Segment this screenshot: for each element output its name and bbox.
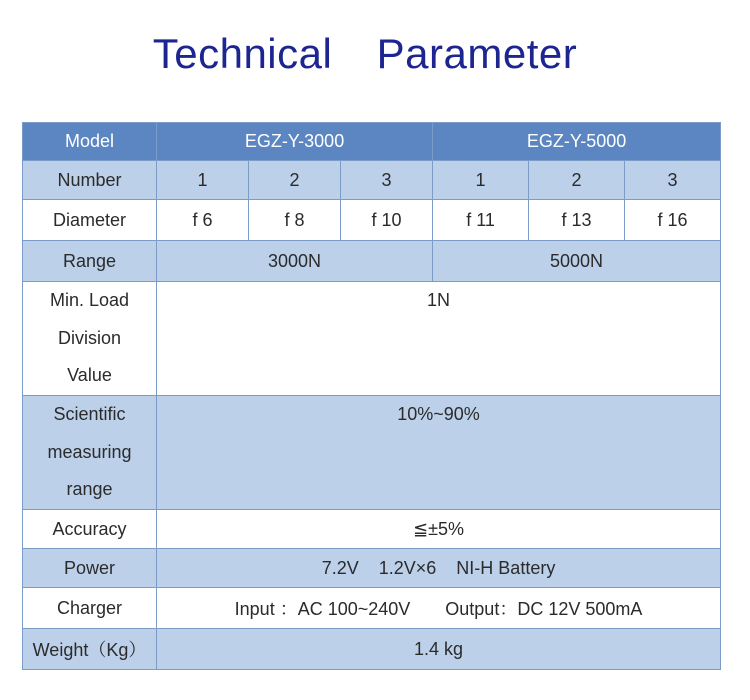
charger-label: Charger: [23, 588, 157, 629]
diameter-cell: f 13: [529, 200, 625, 241]
diameter-row: [23, 200, 721, 241]
diameter-cell: f 11: [433, 200, 529, 241]
min-load-label: [23, 282, 157, 396]
model-label: Model: [23, 123, 157, 161]
scientific-label-line: measuring: [47, 441, 132, 462]
power-label: Power: [23, 549, 157, 588]
power-row: [23, 549, 721, 588]
page-title: Technical Parameter: [152, 30, 578, 77]
range-3000-cell: 3000N: [157, 241, 433, 282]
min-load-label-line: Min. Load: [49, 290, 130, 311]
min-load-label-line: Value: [67, 365, 112, 386]
technical-parameter-table: [22, 122, 721, 670]
number-cell: 2: [249, 161, 341, 200]
number-cell: 1: [433, 161, 529, 200]
accuracy-label: Accuracy: [23, 510, 157, 549]
scientific-label-line: range: [66, 479, 113, 500]
diameter-cell: f 16: [625, 200, 721, 241]
number-cell: 3: [625, 161, 721, 200]
weight-row: [23, 629, 721, 670]
range-5000-cell: 5000N: [433, 241, 721, 282]
number-row: [23, 161, 721, 200]
number-cell: 3: [341, 161, 433, 200]
accuracy-value: ≦±5%: [157, 510, 721, 549]
scientific-range-row: [23, 396, 721, 510]
range-row: [23, 241, 721, 282]
diameter-cell: f 6: [157, 200, 249, 241]
model-egz-y-3000: EGZ-Y-3000: [157, 123, 433, 161]
weight-value: 1.4 kg: [157, 629, 721, 670]
min-load-label-line: Division: [57, 327, 122, 348]
scientific-range-value: 10%~90%: [157, 396, 721, 510]
model-row: [23, 123, 721, 161]
number-label: Number: [23, 161, 157, 200]
min-load-value: 1N: [157, 282, 721, 396]
number-cell: 1: [157, 161, 249, 200]
number-cell: 2: [529, 161, 625, 200]
charger-row: [23, 588, 721, 629]
scientific-label-line: Scientific: [53, 404, 126, 425]
diameter-cell: f 10: [341, 200, 433, 241]
scientific-range-label: [23, 396, 157, 510]
weight-label: Weight（Kg）: [23, 629, 157, 670]
model-egz-y-5000: EGZ-Y-5000: [433, 123, 721, 161]
power-value: 7.2V 1.2V×6 NI-H Battery: [157, 549, 721, 588]
charger-value: Input ：AC 100~240V Output：DC 12V 500mA: [157, 588, 721, 629]
range-label: Range: [23, 241, 157, 282]
accuracy-row: [23, 510, 721, 549]
diameter-label: Diameter: [23, 200, 157, 241]
min-load-row: [23, 282, 721, 396]
diameter-cell: f 8: [249, 200, 341, 241]
